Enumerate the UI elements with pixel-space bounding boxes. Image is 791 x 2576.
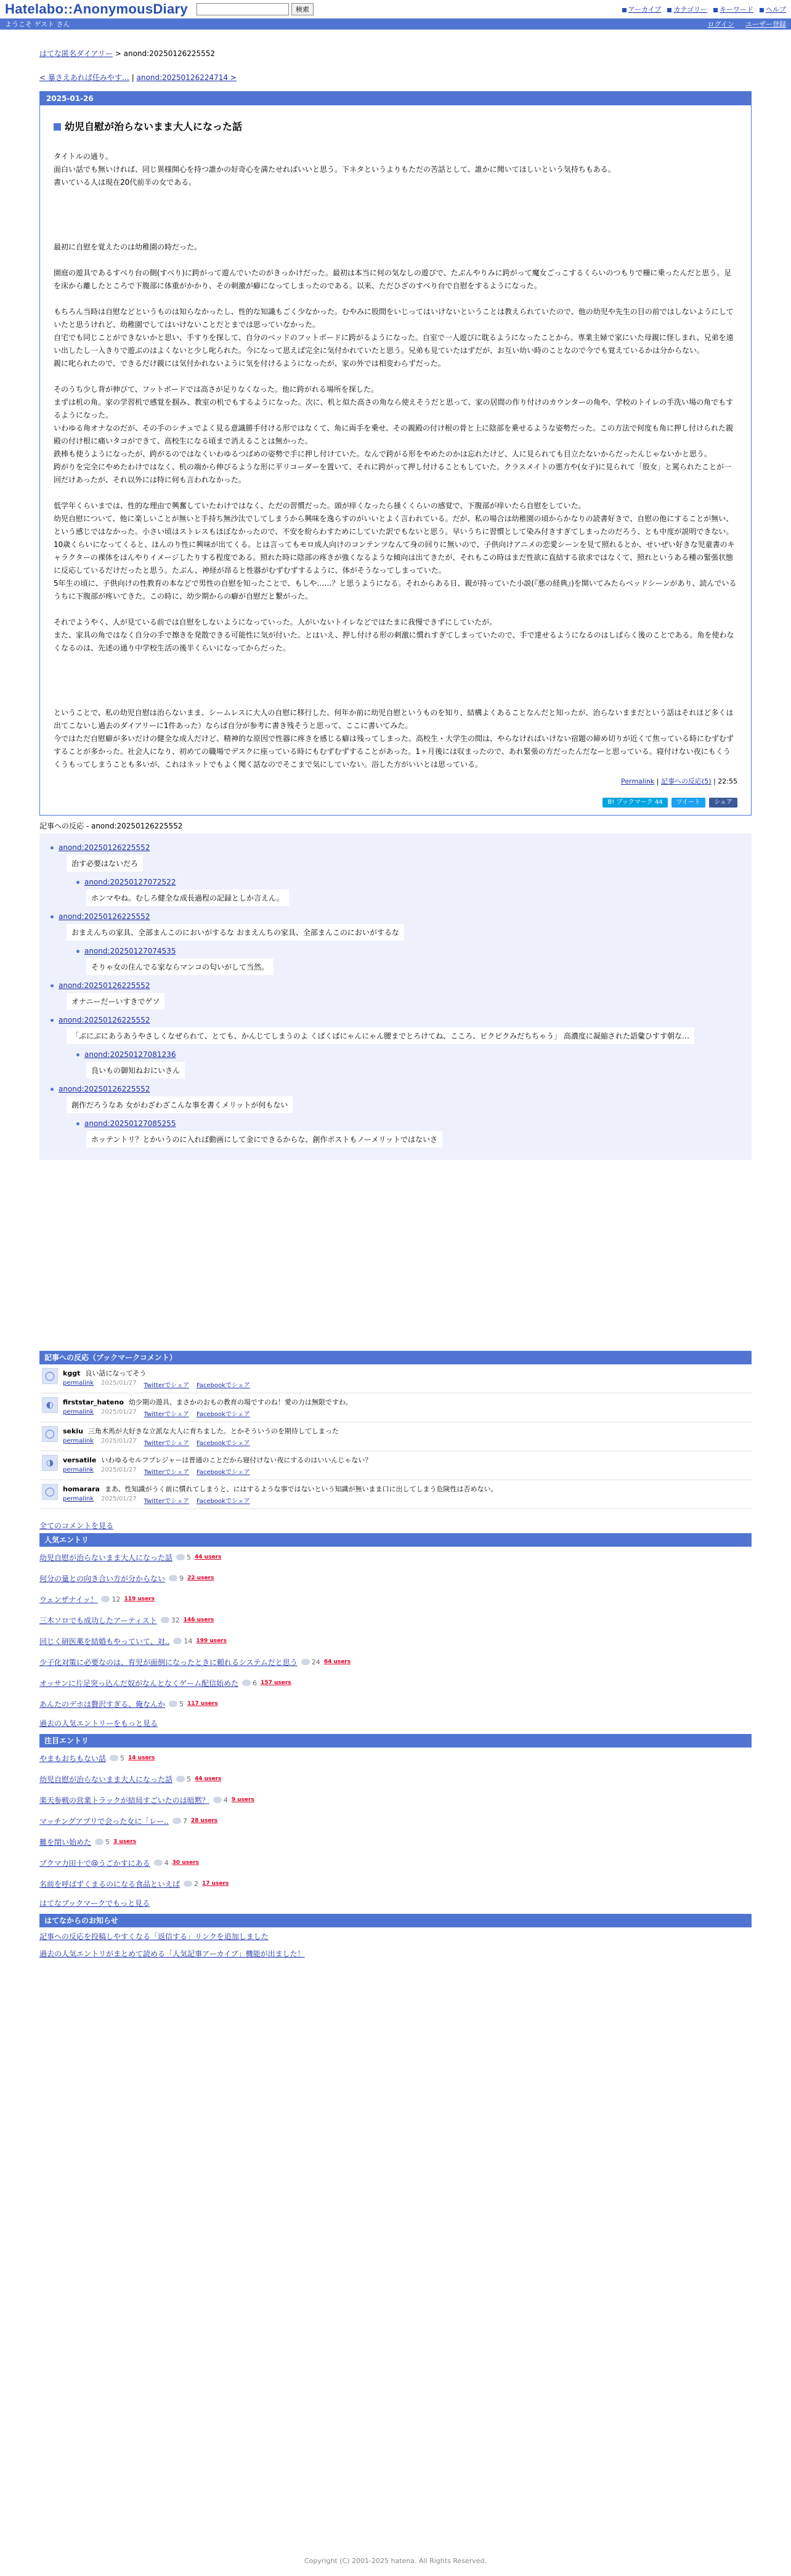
tweet-button[interactable]: ツイート — [671, 798, 706, 808]
reaction-link[interactable]: anond:20250126225552 — [59, 843, 150, 852]
bookmark-user[interactable]: homarara — [63, 1485, 100, 1493]
bookmark-permalink[interactable]: permalink — [63, 1438, 94, 1444]
comment-icon — [176, 1776, 185, 1782]
bookmark-comment: 良い話になってそう — [85, 1369, 147, 1377]
site-logo[interactable]: Hatelabo::AnonymousDiary — [5, 1, 188, 17]
comment-icon — [301, 1659, 310, 1665]
bookmark-item — [39, 1364, 752, 1393]
popular-entries-title: 人気エントリ — [39, 1533, 752, 1547]
bullet-icon — [51, 915, 54, 918]
bookmark-item — [39, 1422, 752, 1451]
bullet-icon — [51, 1019, 54, 1022]
users-badge[interactable]: 3 users — [113, 1839, 137, 1845]
reaction-link[interactable]: anond:20250127085255 — [84, 1119, 176, 1128]
comment-icon — [169, 1575, 177, 1581]
list-item: オッサンに片足突っ込んだ奴がなんとなくゲーム配信始めた 6 157 users — [39, 1679, 291, 1688]
entry-paragraph: もちろん当時は自慰などというものは知らなかったし、性的な知識もごく少なかった。むやみに股間をいじってはいけないということは教えられていたので、他の幼児や先生の目の前ではしないようにしていたと思うけれど、幼稚園でしてはいけないことだとまでは思っていなかった。 — [54, 307, 734, 329]
bookmark-user[interactable]: kggt — [63, 1369, 81, 1377]
entry-paragraph: ということで、私の幼児自慰は治らないまま、シームレスに大人の自慰に移行した。何年か前に幼児自慰というものを知り、結構よくあることなんだと知ったが、治らないままだという話はそれほど多くは出てこないし過去のダイアリーに1件あった）ならば自分が参考に書き残そうと思って、ここに書いてみた。 — [54, 708, 734, 730]
share-row — [54, 798, 737, 808]
list-item: 三木ソロでも成功したアーティスト 32 146 users — [39, 1616, 214, 1625]
list-item: マッチングアプリで会った女に「レー.. 7 28 users — [39, 1817, 218, 1826]
entry-link[interactable]: 三木ソロでも成功したアーティスト — [39, 1616, 157, 1625]
twitter-share-link[interactable]: Twitterでシェア — [144, 1440, 189, 1447]
users-badge[interactable]: 17 users — [202, 1881, 229, 1887]
entry-paragraph: タイトルの通り。 — [54, 152, 113, 161]
breadcrumb-root[interactable]: はてな匿名ダイアリー — [39, 49, 113, 58]
bookmark-list — [39, 1364, 752, 1509]
users-badge[interactable]: 199 users — [196, 1638, 227, 1644]
login-link[interactable]: ログイン — [707, 20, 734, 28]
bookmark-permalink[interactable]: permalink — [63, 1380, 94, 1387]
bookmark-date: 2025/01/27 — [101, 1438, 137, 1444]
next-entry-link[interactable]: anond:20250126224714 > — [136, 73, 237, 82]
users-badge[interactable]: 9 users — [231, 1797, 254, 1803]
bookmark-date: 2025/01/27 — [101, 1467, 137, 1473]
welcome-bar — [0, 18, 791, 30]
entry-link[interactable]: 回じく研医薬を結婚もやっていて、対.. — [39, 1637, 170, 1646]
list-item — [39, 1945, 752, 1962]
bookmark-comment: 三角木馬が大好きな立派な大人に育ちました。とかそういうのを期待してしまった — [87, 1427, 339, 1435]
entry-paragraph: 跨がりを完全にやめたわけではなく、机の端から伸びるような形に平リコーダーを置いて、それに跨がって押し付けることもしていた。クラスメイトの悪方や(女子)に見られて「股女」と罵られたことが一回だけあったが、それ以外には特に何も言われなかった。 — [54, 463, 732, 484]
users-badge[interactable]: 119 users — [124, 1596, 155, 1602]
bookmark-permalink[interactable]: permalink — [63, 1496, 94, 1502]
permalink-link[interactable]: Permalink — [621, 777, 655, 785]
comment-icon — [101, 1596, 110, 1602]
reaction-item — [51, 1085, 740, 1148]
square-icon — [713, 8, 718, 12]
comment-icon — [242, 1680, 251, 1686]
list-item: 幼児自慰が治らないまま大人になった話 5 44 users — [39, 1775, 222, 1784]
popular-entries-section — [39, 1533, 752, 1732]
reactions-link[interactable]: 記事への反応(5) — [661, 777, 712, 785]
notices-list — [39, 1927, 752, 1962]
entry-paragraph: また、家具の角ではなく自分の手で擦きを発散できる可能性に気が付いた。とはいえ、押し付ける形の刺激に慣れすぎてしまっていたので、手で達せるようになるのはしばらく後のことである。角を使わなくなるのは、先述の通り中学校生活の後半くらいになってからだった。 — [54, 631, 734, 652]
entry-link[interactable]: マッチングアプリで会った女に「レー.. — [39, 1817, 169, 1826]
bullet-icon — [76, 881, 79, 884]
entry-link[interactable]: ウェンザナイッ！ — [39, 1595, 98, 1604]
users-badge[interactable]: 30 users — [172, 1860, 199, 1866]
entry-link[interactable]: やまもおちもない話 — [39, 1754, 107, 1763]
entry-paragraph: 10歳くらいになってくると、ほんのり性に興味が出てくる。とは言ってもモロ成人向けのコンテンツなんて身の回りに無いので、子供向けアニメの恋愛シーンを見て照れるとか、せいぜい好きな児童書のキャラクターの裸体をはんやりイメージしたりする程度である。照れた時に陰部の疼きが強くなるような傾向は出てきたが、それもこの時はまだ性欲に直結する欲求ではなくて、照れというある種の緊張状態に反応しているだけだったと思う。たぶん、神経が昂ると性器がむずむずするように、体がそうなってしまっていた。 — [54, 540, 735, 575]
bookmark-permalink[interactable]: permalink — [63, 1409, 94, 1416]
entry-paragraph: 今ではただ自慰癖が多いだけの健全な成人だけど、精神的な原因で性器に疼きを感じる癖は残ってしまった。高校生・大学生の間は、やらなければいけない宿題の締め切りが近くて焦っている時にむずむずすることが多かった。社会人になり、初めての職場でデスクに座っている時にもむずむずすることがあった。1ヶ月後には収まったので、あれ緊張の方だったんだなーと思っている。寝付けない夜にもくうくうもってしまうことも多いが、これはネットでもよく聞く話なのでそこまで気にしていない。浴した方がいいとは思っている。 — [54, 734, 734, 769]
entry-date: 2025-01-26 — [40, 92, 751, 105]
entry-paragraph: 園庭の遊具であるすべり台の側(すべり)に跨がって遊んでいたのがきっかけだった。最初は本当に何の気なしの遊びで、たぶんやりみに跨がって魔女ごっこするくらいのつもりで柵に乗ったんだと思う。足を床から離したところで下腹部に体重がかかり、その刺激が癖になってしまったのである。以来、ただひざのすべり台で自慰をするようになった。 — [54, 269, 732, 290]
bullet-icon — [51, 1088, 54, 1091]
breadcrumb: はてな匿名ダイアリー > anond:20250126225552 — [39, 49, 216, 58]
entry-footer: Permalink | 記事への反応(5) | 22:55 — [621, 777, 737, 785]
entry-link[interactable]: 幼児自慰が治らないまま大人になった話 — [39, 1553, 173, 1562]
bookmark-user[interactable]: versatile — [63, 1456, 97, 1464]
comment-icon — [184, 1881, 192, 1887]
popular-entries-list — [39, 1547, 752, 1714]
notice-link[interactable]: 記事への反応を投稿しやすくなる「返信する」リンクを追加しました — [39, 1932, 269, 1941]
square-icon — [54, 123, 61, 131]
notable-entries-section — [39, 1734, 752, 1911]
twitter-share-link[interactable]: Twitterでシェア — [144, 1411, 189, 1418]
reaction-link[interactable]: anond:20250126225552 — [59, 981, 150, 990]
entry-time: | 22:55 — [713, 777, 737, 785]
users-badge[interactable]: 64 users — [323, 1659, 351, 1665]
entry-body — [40, 105, 751, 815]
reactions-title: 記事への反応 - anond:20250126225552 — [39, 822, 183, 830]
entry-link[interactable]: 少子化対策に必要なのは、育児が面倒になったときに頼れるシステムだと思う — [39, 1658, 298, 1667]
top-bar — [0, 0, 791, 18]
entry-title: 幼児自慰が治らないまま大人になった話 — [54, 120, 737, 133]
reactions-tree — [39, 833, 752, 1160]
list-item: 楽天参戦の営業トラックが結局すごいたのは暗黙？ 4 9 users — [39, 1796, 254, 1805]
bookmark-date: 2025/01/27 — [101, 1496, 137, 1502]
twitter-share-link[interactable]: Twitterでシェア — [144, 1498, 189, 1505]
list-item: やまもおちもない話 5 14 users — [39, 1754, 155, 1763]
reaction-text: 治す必要はないだろ — [67, 855, 143, 872]
facebook-share-button[interactable]: シェア — [709, 798, 737, 808]
notable-more-link[interactable]: はてなブックマークでもっと見る — [39, 1898, 150, 1908]
notice-link[interactable]: 過去の人気エントリがまとめて読める「人気記事アーカイブ」機能が出ました！ — [39, 1949, 305, 1958]
facebook-share-link[interactable]: Facebookでシェア — [196, 1382, 250, 1389]
entry-paragraph: それでようやく、人が見ている前では自慰をしないようになっていった。人がいないトイレなどではたまに我慢できずにしていたが。 — [54, 618, 497, 626]
search-input[interactable] — [197, 3, 289, 15]
users-badge[interactable]: 44 users — [195, 1554, 222, 1560]
list-item: あんたのデホは贅沢すぎる、俺なんか 5 117 users — [39, 1699, 218, 1709]
square-icon — [622, 8, 627, 12]
reaction-reply — [76, 1050, 740, 1079]
reaction-link[interactable]: anond:20250127074535 — [84, 947, 176, 955]
entry-link[interactable]: あんたのデホは贅沢すぎる、俺なんか — [39, 1699, 166, 1709]
reaction-link[interactable]: anond:20250126225552 — [59, 1016, 150, 1024]
entry-link[interactable]: 楽天参戦の営業トラックが結局すごいたのは暗黙？ — [39, 1796, 209, 1805]
bookmark-comments-section — [39, 1351, 752, 1531]
list-item: ブクマ力田十で@うごかすにある 4 30 users — [39, 1858, 199, 1868]
bookmark-comment: まあ、性知識がうく前に慣れてしまうと、にはするような事ではないという知識が無いまま口に出してしまう危険性は否めない。 — [104, 1485, 498, 1493]
comment-icon — [169, 1701, 177, 1707]
reaction-text: ホッテントリ？とかいうのに入れば動画にして金にできるからな、創作ポストもノーメリットではないさ — [86, 1131, 442, 1148]
facebook-share-link[interactable]: Facebookでシェア — [196, 1498, 250, 1505]
reaction-text: 創作だろうなあ 女がわざわざこんな事を書くメリットが何もない — [67, 1096, 293, 1113]
entry-link[interactable]: 名前を呼ばずくまるのになる食品といえば — [39, 1879, 181, 1889]
comment-icon — [161, 1617, 169, 1623]
notices-title: はてなからのお知らせ — [39, 1914, 752, 1927]
main-content — [0, 48, 791, 1962]
comment-icon — [173, 1638, 182, 1644]
register-link[interactable]: ユーザー登録 — [745, 20, 786, 28]
entry-paragraph: そのうち少し背が伸びて、フットボードでは高さが足りなくなった。他に跨がれる場所を探した。 — [54, 385, 378, 394]
reaction-item — [51, 1016, 740, 1079]
users-badge[interactable]: 44 users — [195, 1776, 222, 1782]
avatar[interactable]: ◯ — [42, 1368, 58, 1384]
reaction-text: 良いもの御知ねおにいさん — [86, 1062, 185, 1079]
top-links — [622, 4, 786, 14]
list-item: 難を閉い始めた 5 3 users — [39, 1837, 137, 1847]
facebook-share-link[interactable]: Facebookでシェア — [196, 1469, 250, 1476]
diary-entry — [39, 91, 752, 816]
comment-icon — [154, 1860, 163, 1866]
bookmark-comment: いわゆるセルフプレジャーは普通のことだから寝付けない夜にするのはいいんじゃない？ — [101, 1456, 372, 1464]
users-badge[interactable]: 22 users — [187, 1575, 214, 1581]
bullet-icon — [51, 984, 54, 987]
bookmark-user[interactable]: firststar_hateno — [63, 1398, 124, 1406]
reaction-link[interactable]: anond:20250127072522 — [84, 878, 176, 886]
reaction-reply — [76, 1119, 740, 1148]
users-badge[interactable]: 28 users — [190, 1818, 218, 1824]
list-item: 幼児自慰が治らないまま大人になった話 5 44 users — [39, 1553, 222, 1562]
bookmark-comments-title: 記事への反応（ブックマークコメント） — [39, 1351, 752, 1364]
entry-link[interactable]: 何分の量との向き合い方が分からない — [39, 1574, 166, 1583]
entry-paragraph: 自宅でも同じことができないかと思い、手すりを探して、自分のベッドのフットボードに跨がるようになった。自室で一人遊びに耽るようになったことから、専業主婦で家にいた母親に怪しまれ、兄弟を遠い出したし一入きりで遊ぶのはよくないと少し叱られた。今になって思えば完全に気付かれていたと思う。兄弟も見ていたはずだが、お互い幼い時のことなので今でも覚えているかは分からない。 — [54, 333, 734, 355]
entry-link[interactable]: 幼児自慰が治らないまま大人になった話 — [39, 1775, 173, 1784]
entry-paragraph: 最初に自慰を覚えたのは幼稚園の時だった。 — [54, 243, 202, 251]
reaction-text: おまえんちの家具、全部まんこのにおいがするな おまえんちの家具、全部まんこのにおいがするな — [67, 924, 404, 941]
entry-paragraph: まずは机の角。家の学習机で感覚を掴み、教室の机でもするようになった。次に、机と似た高さの角なら使えそうだと思って、家の居間の作り付けのカウンターの角や、学校のトイレの手洗い場の角でもするようになった。 — [54, 398, 734, 419]
avatar[interactable]: ◑ — [42, 1455, 58, 1471]
bookmark-item — [39, 1480, 752, 1509]
entry-link[interactable]: オッサンに片足突っ込んだ奴がなんとなくゲーム配信始めた — [39, 1679, 239, 1688]
hatena-notices-section — [39, 1914, 752, 1962]
facebook-share-link[interactable]: Facebookでシェア — [196, 1411, 250, 1418]
list-item: 名前を呼ばずくまるのになる食品といえば 2 17 users — [39, 1879, 229, 1889]
nav-category[interactable]: カテゴリー — [667, 4, 707, 14]
square-icon — [667, 8, 671, 12]
reaction-link[interactable]: anond:20250126225552 — [59, 1085, 150, 1093]
comment-icon — [95, 1839, 103, 1845]
avatar[interactable]: ◯ — [42, 1426, 58, 1442]
notable-entries-title: 注目エントリ — [39, 1734, 752, 1748]
list-item — [39, 1927, 752, 1945]
reaction-item — [51, 843, 740, 906]
users-badge[interactable]: 146 users — [183, 1617, 214, 1623]
nav-keyword[interactable]: キーワード — [713, 4, 753, 14]
bookmark-permalink[interactable]: permalink — [63, 1467, 94, 1473]
bookmark-comment: 幼少期の遊具、まさかのおもの教育の場ですのね！愛の力は無限ですわ。 — [128, 1398, 352, 1406]
users-badge[interactable]: 157 users — [261, 1680, 291, 1686]
reaction-text: そりゃ女の住んでる家ならマンコの匂いがして当然。 — [86, 958, 274, 975]
reaction-reply — [76, 947, 740, 975]
entry-link[interactable]: 難を閉い始めた — [39, 1837, 92, 1847]
hatena-bookmark-button[interactable]: B! ブックマーク 44 — [602, 798, 667, 808]
nav-archive[interactable]: アーカイブ — [622, 4, 662, 14]
nav-help[interactable]: ヘルプ — [760, 4, 786, 14]
popular-more-link[interactable]: 過去の人気エントリーをもっと見る — [39, 1719, 158, 1728]
entry-paragraph: 親に叱られたので、できるだけ親には気付かれないように気を付けるようになったが、家の外では相変わらずだった。 — [54, 359, 445, 368]
entry-paragraph: いわゆる角オナなのだが、その手のシチュでよく見る意識勝手付ける形ではなくて、角に両手を乗せ、その親殿の付け根の骨と上に陰部を乗せるような姿勢だった。この方法で何度も角に押し付けられた親殿の付け根に痛いタコができて、高校生になる頃まで消えることは無かった。 — [54, 424, 734, 445]
bookmark-user[interactable]: sekiu — [63, 1427, 83, 1435]
reaction-text: オナニーだーいすきでゲソ — [67, 993, 164, 1010]
bullet-icon — [76, 950, 79, 953]
notable-entries-list — [39, 1748, 752, 1894]
avatar[interactable]: ◐ — [42, 1397, 58, 1413]
comment-icon — [172, 1818, 181, 1824]
list-item: 回じく研医薬を結婚もやっていて、対.. 14 199 users — [39, 1637, 227, 1646]
entry-link[interactable]: ブクマ力田十で@うごかすにある — [39, 1858, 150, 1868]
bookmark-item — [39, 1451, 752, 1480]
reaction-item — [51, 912, 740, 975]
reaction-reply — [76, 878, 740, 906]
bullet-icon — [51, 846, 54, 849]
entry-paragraph: 面白い話でも無いければ、同じ異様開心を持つ誰かの好奇心を満たせればいいと思う。下ネタというよりもただの苦話として、誰かに聞いてほしいという気持ちもある。 — [54, 165, 615, 174]
avatar[interactable]: ◯ — [42, 1484, 58, 1500]
entry-paragraph: 5年生の頃に、子供向けの性教育の本などで男性の自慰を知ったことで、もしや……？と思うようになる。それからある日、親が持っていた小説(『悪の経典』)を開いてみたらベッドシーンがあり、読んでいるうちに下腹部が疼いてきた。この時に、幼少期からの癖が自慰だと繋がった。 — [54, 579, 737, 601]
twitter-share-link[interactable]: Twitterでシェア — [144, 1469, 189, 1476]
entry-paragraph: 幼児自慰について、他に楽しいことが無いと手持ち無沙汰でしてしまうから興味を逸らすのがいいとよく言われている。だが、私の場合は幼稚園の頃からかなりの読書好きで、自慰の他にすることが無い、という感じではなかった。小さい頃はストレスもほぼなかったので、不安を紛らわすためにしていた訳でもないと思う。早いうちに習慣として染み付きすぎてしまったのだろう、とも中度が説明できない。 — [54, 514, 734, 536]
entry-pager: < 暴さえあれば任みやす… | anond:20250126224714 > — [39, 73, 237, 82]
entry-paragraph: 鉄棒も使うようになったが、跨がるのではなくいわゆるつばめの姿勢で手に押し付けていた。なんで跨がる形をやめたのかは忘れたけど、人に見られても目立たないからだったんじゃないかと思う。 — [54, 450, 712, 458]
square-icon — [760, 8, 764, 12]
bookmark-date: 2025/01/27 — [101, 1380, 137, 1387]
reaction-text: ホンマやね。むしろ健全な成長過程の記録としか言えん。 — [86, 889, 289, 906]
users-badge[interactable]: 14 users — [128, 1755, 155, 1761]
bookmark-date: 2025/01/27 — [101, 1409, 137, 1416]
copyright: Copyright (C) 2001-2025 hatena. All Rights Reserved. — [304, 2557, 487, 2565]
bullet-icon — [76, 1053, 79, 1056]
search-button[interactable]: 検索 — [291, 3, 314, 15]
entry-paragraph: 低学年くらいまでは、性的な理由で興奮していたわけではなく、ただの習慣だった。頭が痒くなったら掻くくらいの感覚で、下腹部が痒いたら自慰をしていた。 — [54, 501, 586, 510]
entry-paragraph: 書いている人は現在20代前半の女である。 — [54, 178, 197, 187]
list-item: 少子化対策に必要なのは、育児が面倒になったときに頼れるシステムだと思う 24 64 users — [39, 1658, 351, 1667]
bookmark-item — [39, 1393, 752, 1422]
comment-icon — [110, 1755, 118, 1761]
reaction-text: 「ぶにぶにあうあうやさしくなぜられて、とても、かんじてしまうのよ くぱくぱにゃんにゃん腰までとろけてね、こころ、ビクビクみだちちゃう」 高濃度に凝縮された語彙ひすす朝な… — [67, 1027, 694, 1044]
breadcrumb-current: anond:20250126225552 — [123, 49, 216, 58]
users-badge[interactable]: 117 users — [187, 1701, 218, 1707]
list-item: 何分の量との向き合い方が分からない 9 22 users — [39, 1574, 214, 1583]
reaction-link[interactable]: anond:20250126225552 — [59, 912, 150, 921]
comment-icon — [213, 1797, 222, 1803]
list-item: ウェンザナイッ！ 12 119 users — [39, 1595, 155, 1604]
welcome-text: ようこそ ゲスト さん — [5, 20, 70, 28]
prev-entry-link[interactable]: < 暴さえあれば任みやす… — [39, 73, 129, 82]
facebook-share-link[interactable]: Facebookでシェア — [196, 1440, 250, 1447]
twitter-share-link[interactable]: Twitterでシェア — [144, 1382, 189, 1389]
all-comments-link[interactable]: 全てのコメントを見る — [39, 1521, 114, 1530]
reaction-item — [51, 981, 740, 1010]
reaction-link[interactable]: anond:20250127081236 — [84, 1050, 176, 1059]
comment-icon — [176, 1554, 185, 1560]
bullet-icon — [76, 1122, 79, 1125]
